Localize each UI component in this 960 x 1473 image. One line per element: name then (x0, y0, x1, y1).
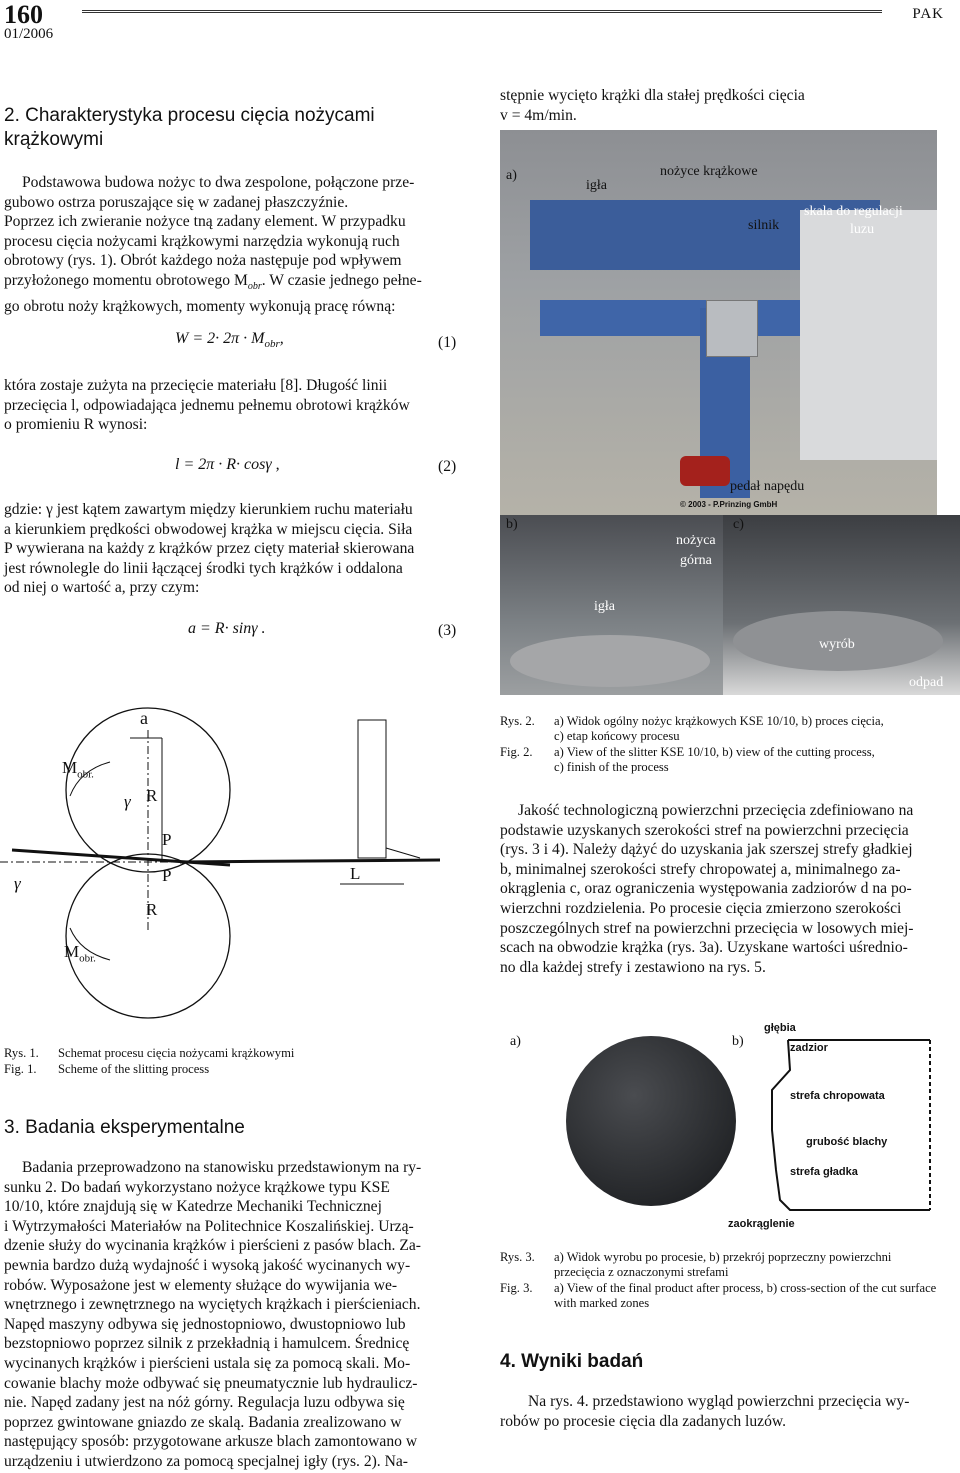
text-line: nie. Napęd zadany jest na nóż górny. Regulacja luzu odbywa się (4, 1394, 405, 1412)
text-fragment: . W czasie jednego pełne- (261, 271, 422, 289)
subscript: obr. (79, 952, 96, 965)
section-3-paragraph (4, 1158, 459, 1472)
figure-2b-photo (500, 515, 723, 695)
section-3-continuation (500, 86, 936, 125)
figure-2a-photo (500, 130, 937, 515)
section-2-paragraph-2 (4, 376, 459, 435)
text-line: poprzez gwintowane gniazdo ze skalą. Badania zrealizowano w (4, 1413, 402, 1431)
label-pedal: pedał napędu (730, 479, 805, 494)
label-silnik: silnik (748, 218, 780, 233)
figure-1-label-mobr-top (62, 758, 94, 780)
label-strefa-chropowata: strefa chropowata (790, 1090, 885, 1102)
equation-3: a = R· sinγ . (188, 620, 266, 637)
control-box (706, 300, 758, 357)
journal-name: PAK (912, 6, 944, 22)
label-odpad: odpad (909, 675, 944, 690)
text-line: wycinanych krążków i pierścieni ustala się za pomocą skali. Mo- (4, 1354, 411, 1372)
text-line: obrotowy (rys. 1). Obrót każdego noża następuje pod wpływem (4, 252, 402, 270)
section-2-paragraph-1 (4, 173, 459, 316)
caption-text: przecięcia z oznaczonymi strefami (554, 1265, 729, 1279)
section-4-title: 4. Wyniki badań (500, 1351, 644, 1372)
right-knife (358, 720, 386, 858)
text-line: robów po procesie cięcia dla zadanych luzów. (500, 1412, 787, 1430)
text-line: i Wytrzymałości Materiałów na Politechnice Koszalińskiej. Urzą- (4, 1217, 414, 1235)
text-line: stępnie wycięto krążki dla stałej prędkości cięcia (500, 87, 805, 104)
label-igla: igła (586, 178, 607, 193)
figure-1-label-r: R (146, 786, 158, 805)
figure-2-label-b: b) (506, 517, 518, 532)
issue-date: 01/2006 (4, 26, 54, 42)
text-line: cowanie blachy może odbywać się pneumatycznie lub hydraulicz- (4, 1374, 418, 1392)
label-zadzior: zadzior (790, 1042, 828, 1054)
right-column-paragraph (500, 801, 956, 977)
text-line: która zostaje zużyta na przecięcie materiału [8]. Długość linii (4, 377, 388, 394)
text-line: Jakość technologiczną powierzchni przecięcia zdefiniowano na (518, 802, 914, 819)
figure-2-caption (500, 714, 940, 776)
label-glebia: głębia (764, 1022, 796, 1034)
text-line: Badania przeprowadzono na stanowisku przedstawionym na ry- (22, 1159, 422, 1176)
label-text: M (62, 758, 78, 777)
figure-1-label-gamma: γ (14, 874, 21, 893)
caption-label: Fig. 2. (500, 745, 533, 759)
caption-text: with marked zones (554, 1296, 650, 1310)
figure-1-label-l: L (350, 864, 361, 883)
text-line: (rys. 3 i 4). Należy dążyć do uzyskania jak szerszej strefy gładkiej (500, 841, 913, 859)
figure-2-label-a: a) (506, 168, 517, 183)
caption-label: Rys. 3. (500, 1250, 535, 1264)
text-line: scach na obwodzie krążka (rys. 3a). Uzyskane wartości uśrednio- (500, 939, 908, 957)
figure-1-label-p: P (162, 866, 172, 885)
text-line: b, minimalnej szerokości strefy chropowatej a, minimalnego za- (500, 860, 901, 878)
label-nozyca-2: górna (680, 553, 712, 568)
caption-label: Fig. 3. (500, 1281, 533, 1295)
section-3-title: 3. Badania eksperymentalne (4, 1117, 245, 1138)
caption-label: Rys. 1. (4, 1046, 39, 1060)
figure-3-label-b: b) (732, 1034, 744, 1049)
figure-2-label-c: c) (733, 517, 744, 532)
text-line: sunku 2. Do badań wykorzystano nożyce krążkowe typu KSE (4, 1178, 390, 1196)
text-line: wnętrznego i zewnętrznego na wyciętych krążkach i pierścieniach. (4, 1296, 421, 1314)
text-line: dzenie służy do wycinania krążków i pierścieni z pasów blach. Za- (4, 1237, 421, 1255)
equation-2: l = 2π · R· cosγ , (175, 456, 280, 473)
text-line: bezstopniowo poprzez silnik z przekładnią i hamulcem. Średnicę (4, 1335, 410, 1353)
foot-pedal (680, 456, 730, 486)
text-line: podstawie uzyskanych szerokości stref na powierzchni przecięcia (500, 821, 909, 839)
label-skala-1: skala do regulacji (804, 204, 903, 219)
subscript: obr (247, 281, 262, 293)
text-line: następujący sposób: przygotowane arkusze blach zamontowano w (4, 1433, 418, 1451)
text-line: o promieniu R wynosi: (4, 416, 148, 434)
figure-1-label-p: P (162, 830, 172, 849)
header-rule (82, 10, 882, 13)
text-line: pewnia bardzo dużą wydajność i wysoką jakość wycinanych wy- (4, 1256, 411, 1274)
sheet-disk (510, 635, 710, 687)
photo-copyright: © 2003 - P.Prinzing GmbH (680, 500, 778, 509)
text-line: wierzchni rozdzielenia. Po procesie cięcia zmierzono szerokości (500, 899, 902, 917)
label-skala-2: luzu (850, 222, 875, 237)
figure-2c-photo (723, 515, 960, 695)
text-line: v = 4m/min. (500, 106, 577, 124)
caption-text: a) Widok ogólny nożyc krążkowych KSE 10/10, b) proces cięcia, (554, 714, 884, 728)
caption-text: c) finish of the process (554, 760, 669, 774)
text-line: no dla każdej strefy i zestawiono na rys. 5. (500, 958, 766, 976)
equation-number: (1) (438, 334, 457, 351)
text-line: a kierunkiem prędkości obwodowej krążka w miejscu cięcia. Siła (4, 520, 413, 538)
figure-1-label-gamma: γ (124, 792, 131, 811)
figure-1-label-r: R (146, 900, 158, 919)
equation-number: (3) (438, 622, 457, 639)
text-line: Napęd maszyny odbywa się jednostopniowo, dwustopniowo lub (4, 1315, 406, 1333)
motor-housing (800, 210, 937, 460)
figure-1-label-a: a (140, 708, 148, 728)
caption-text: a) Widok wyrobu po procesie, b) przekrój poprzeczny powierzchni (554, 1250, 892, 1264)
figure-3-label-a: a) (510, 1034, 521, 1049)
text-line: robów. Wyposażone jest w elementy służące do wywijania we- (4, 1276, 398, 1294)
text-line: gubowo ostrza poruszające się w zadanej płaszczyźnie. (4, 193, 349, 211)
caption-text: Scheme of the slitting process (58, 1062, 210, 1076)
caption-text: a) View of the final product after process, b) cross-section of the cut surface (554, 1281, 937, 1295)
figure-1-caption (4, 1046, 464, 1080)
text-line: Poprzez ich zwieranie nożyce tną zadany element. W przypadku (4, 213, 406, 231)
caption-text: c) etap końcowy procesu (554, 729, 680, 743)
text-line: jest równolegle do linii łączącej środki tych krążków i oddalona (4, 559, 403, 577)
section-2-title (4, 104, 474, 152)
equation-1 (175, 330, 284, 350)
text-line: od niej o wartość a, przy czym: (4, 579, 200, 597)
text-line: poszczególnych stref na powierzchni przecięcia w losowych miej- (500, 919, 914, 937)
figure-3-caption (500, 1250, 960, 1312)
angle-line (386, 848, 420, 858)
figure-1-diagram (0, 700, 470, 1030)
text-line: okrąglenia c, oraz ograniczenia występowania zadziorów d na po- (500, 880, 912, 898)
text-fragment: przyłożonego momentu obrotowego M (4, 271, 248, 289)
section-2-title-line: krążkowymi (4, 129, 104, 150)
label-grubosc: grubość blachy (806, 1136, 888, 1148)
figure-1-label-mobr-bottom (64, 942, 96, 964)
label-nozyca-1: nożyca (676, 533, 716, 548)
caption-text: a) View of the slitter KSE 10/10, b) view of the cutting process, (554, 745, 875, 759)
caption-text: Schemat procesu cięcia nożycami krążkowymi (58, 1046, 295, 1060)
text-line: urządzeniu i utwierdzono za pomocą specjalnej igły (rys. 2). Na- (4, 1452, 408, 1470)
label-strefa-gladka: strefa gładka (790, 1166, 858, 1178)
equation-text: W = 2· 2π · M (175, 330, 265, 347)
equation-text: , (279, 330, 284, 347)
subscript: obr. (77, 768, 94, 781)
equation-number: (2) (438, 458, 457, 475)
text-line: Na rys. 4. przedstawiono wygląd powierzchni przecięcia wy- (528, 1393, 910, 1410)
subscript: obr (264, 338, 280, 351)
figure-3b-cross-section (750, 1030, 950, 1230)
section-2-title-line: 2. Charakterystyka procesu cięcia nożycami (4, 105, 375, 126)
label-igla-b: igła (594, 599, 615, 614)
caption-label: Fig. 1. (4, 1062, 37, 1076)
section-2-paragraph-3 (4, 500, 459, 598)
section-4-paragraph (500, 1392, 956, 1431)
text-line: go obrotu noży krążkowych, momenty wykonują pracę równą: (4, 297, 396, 315)
sheet-line-right (180, 860, 440, 862)
text-line: Podstawowa budowa nożyc to dwa zespolone, połączone prze- (22, 174, 415, 191)
text-line: procesu cięcia nożycami krążkowymi narzędzia wykonują ruch (4, 232, 400, 250)
text-line: 10/10, które znajdują się w Katedrze Mechaniki Technicznej (4, 1198, 382, 1216)
text-line: P wywierana na każdy z krążków przez cięty materiał skierowana (4, 540, 415, 558)
figure-3a-disk (566, 1036, 736, 1206)
text-line (4, 271, 459, 297)
label-wyrob: wyrób (819, 637, 855, 652)
text-line: gdzie: γ jest kątem zawartym między kierunkiem ruchu materiału (4, 501, 413, 518)
cut-profile (772, 1040, 930, 1210)
text-line: przecięcia l, odpowiadająca jednemu pełnemu obrotowi krążków (4, 396, 410, 414)
caption-label: Rys. 2. (500, 714, 535, 728)
label-text: M (64, 942, 80, 961)
page-number: 160 (4, 0, 43, 29)
machine-beam (540, 300, 810, 336)
label-zaokraglenie: zaokrąglenie (728, 1218, 795, 1230)
label-nozyce: nożyce krążkowe (660, 164, 758, 179)
